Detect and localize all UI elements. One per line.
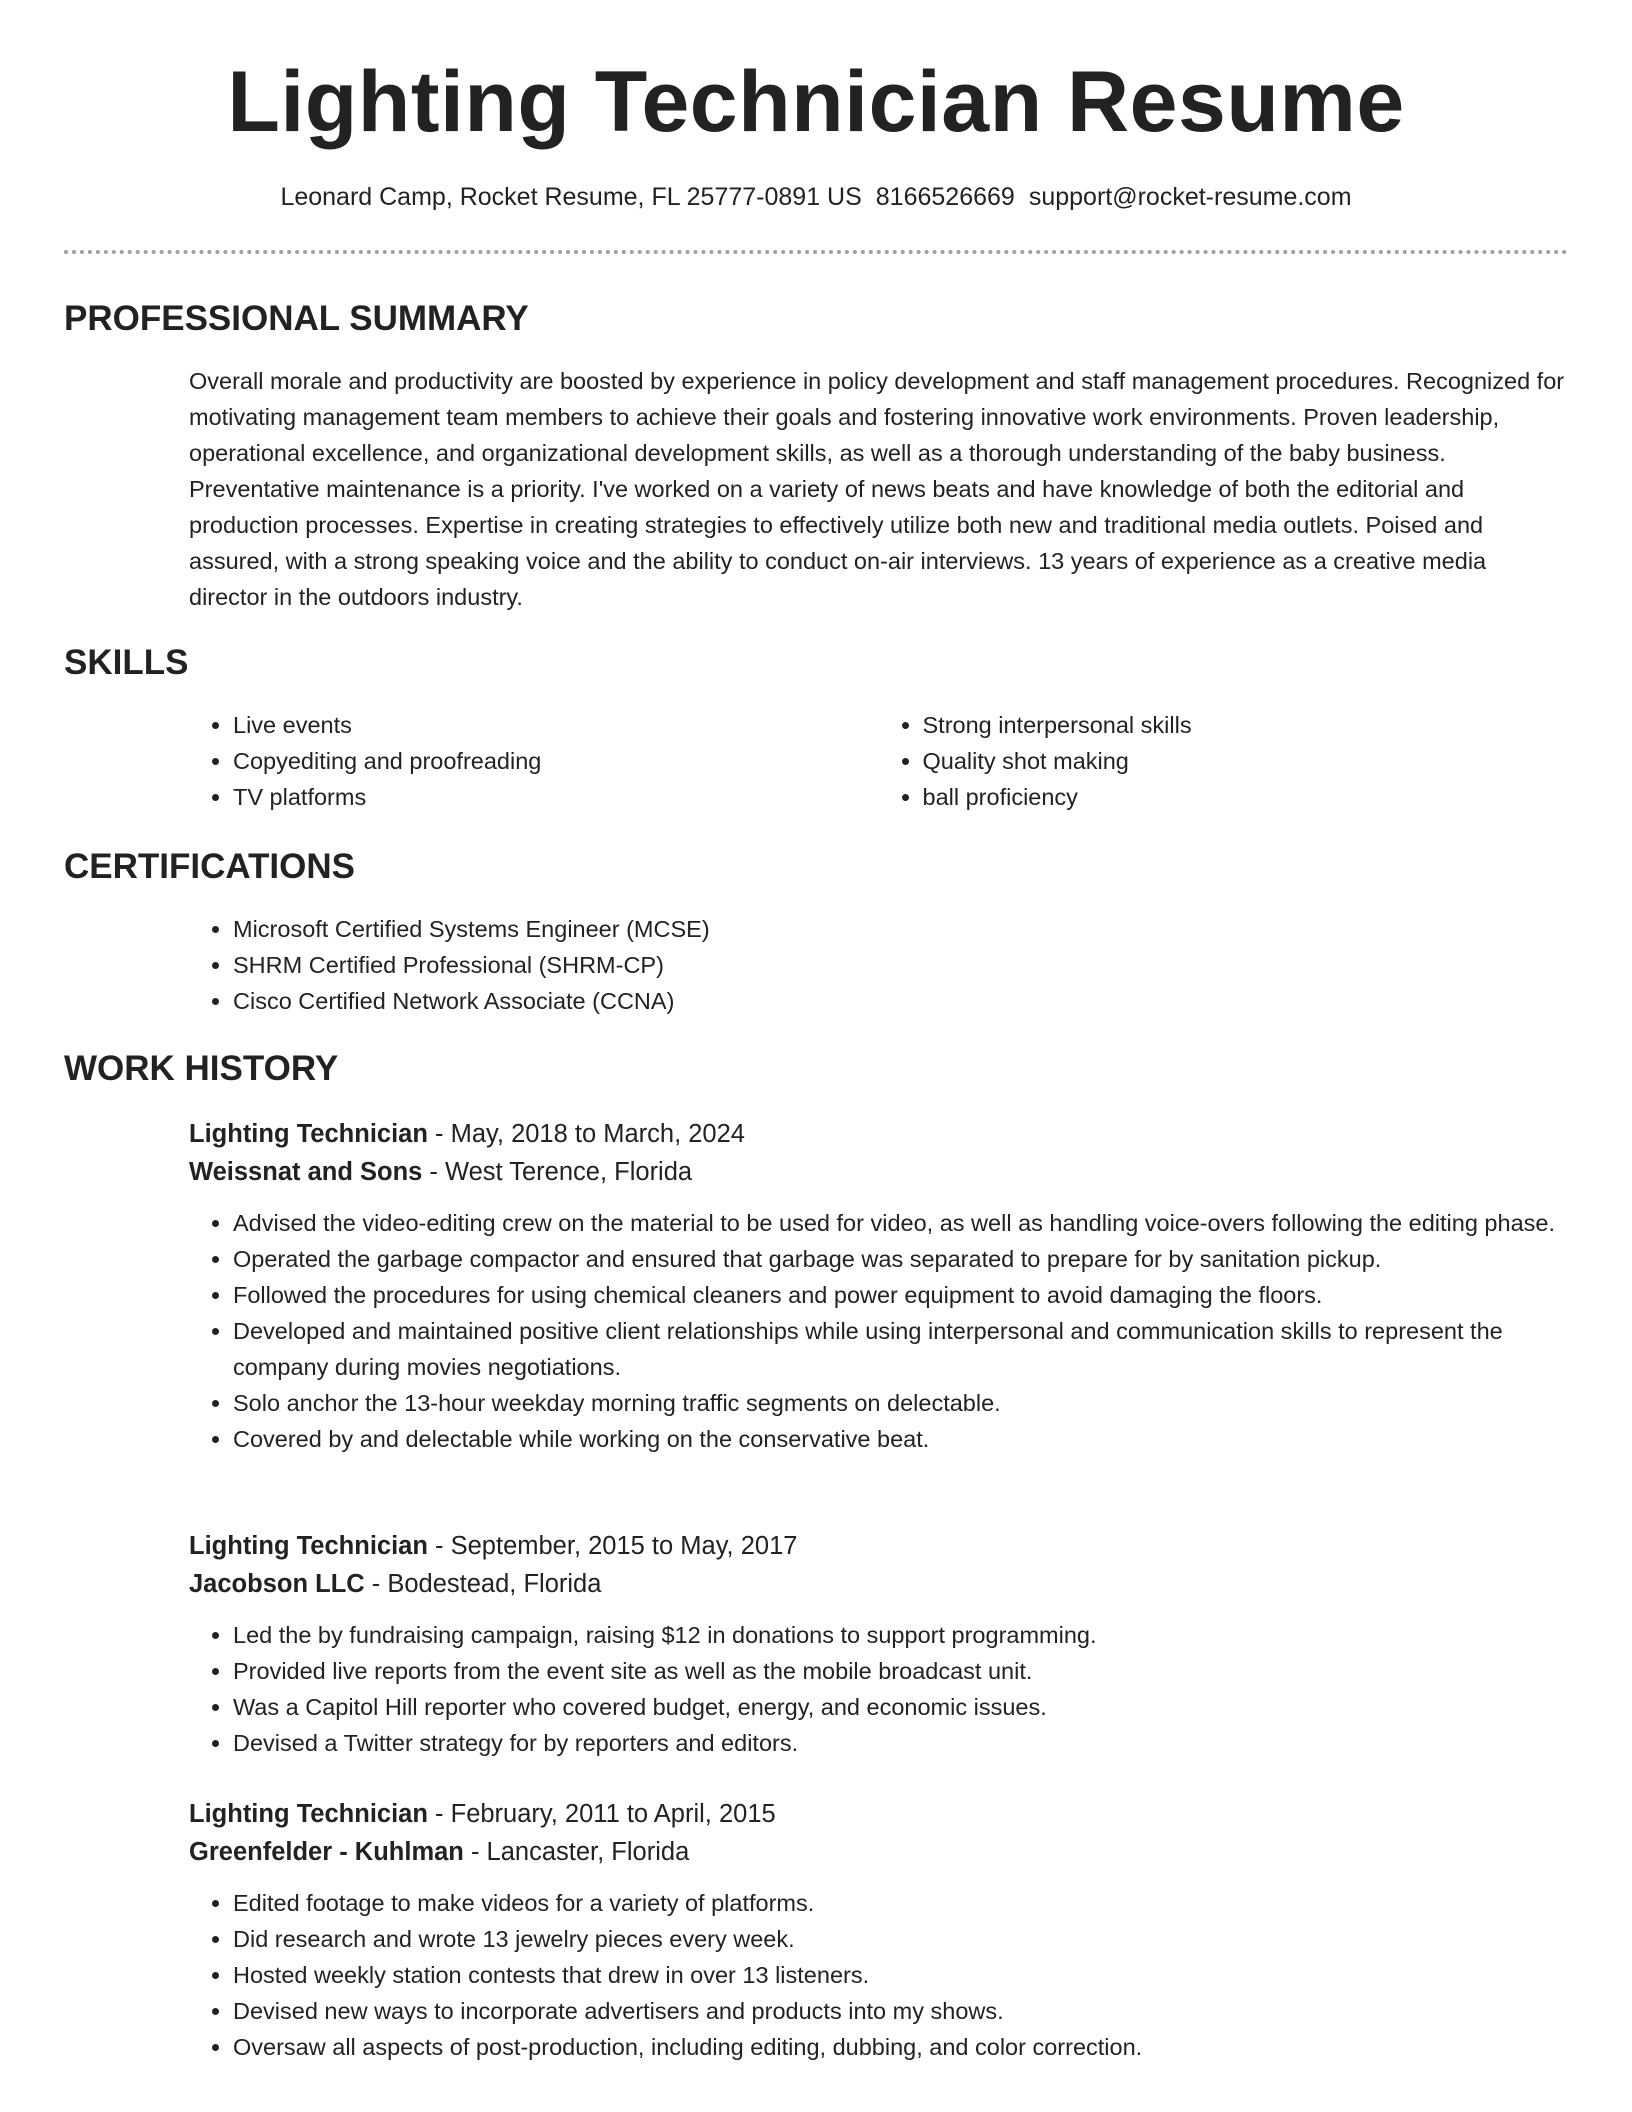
contact-email[interactable]: support@rocket-resume.com <box>1028 183 1352 211</box>
job-bullet: • Did research and wrote 13 jewelry pieces every week. <box>233 1921 1568 1957</box>
skills-left-column <box>189 707 879 815</box>
job-company: Jacobson LLC <box>189 1570 365 1598</box>
summary-heading: PROFESSIONAL SUMMARY <box>64 299 529 338</box>
contact-line <box>0 180 1632 214</box>
summary-section <box>189 363 1568 615</box>
job-company-line <box>189 1153 1568 1191</box>
job-bullet: • Operated the garbage compactor and ensured that garbage was separated to prepare for by sanitation pickup. <box>233 1241 1568 1277</box>
summary-text: Overall morale and productivity are boosted by experience in policy development and staff management procedures. Recognized for motivating management team members to achieve their goals and fostering innovative work environments. Proven leadership, operational excellence, and organizational development skills, as well as a thorough understanding of the baby business. Preventative maintenance is a priority. I've worked on a variety of news beats and have knowledge of both the editorial and production processes. Expertise in creating strategies to effectively utilize both new and traditional media outlets. Poised and assured, with a strong speaking voice and the ability to conduct on-air interviews. 13 years of experience as a creative media director in the outdoors industry. <box>189 368 1565 610</box>
certifications-section <box>189 911 1568 1019</box>
job-entry <box>189 1795 1568 2065</box>
skills-list <box>189 707 1568 815</box>
job-company-line <box>189 1833 1568 1871</box>
job-title-line <box>189 1527 1568 1565</box>
job-bullet: • Hosted weekly station contests that drew in over 13 listeners. <box>233 1957 1568 1993</box>
job-bullet: • Followed the procedures for using chemical cleaners and power equipment to avoid damaging the floors. <box>233 1277 1568 1313</box>
job-bullet: • Solo anchor the 13-hour weekday morning traffic segments on delectable. <box>233 1385 1568 1421</box>
header-divider <box>64 250 1568 254</box>
job-bullets <box>189 1617 1568 1761</box>
job-location: - Lancaster, Florida <box>463 1838 690 1866</box>
job-title: Lighting Technician <box>189 1800 428 1828</box>
job-bullet: • Oversaw all aspects of post-production, including editing, dubbing, and color correction. <box>233 2029 1568 2065</box>
skills-heading: SKILLS <box>64 643 189 682</box>
job-bullet: • Led the by fundraising campaign, raising $12 in donations to support programming. <box>233 1617 1568 1653</box>
job-entry <box>189 1527 1568 1761</box>
skill-item: • Copyediting and proofreading <box>233 743 879 779</box>
job-bullet: • Edited footage to make videos for a variety of platforms. <box>233 1885 1568 1921</box>
job-bullet: • Developed and maintained positive client relationships while using interpersonal and communication skills to represent the company during movies negotiations. <box>233 1313 1568 1385</box>
skills-right-column <box>879 707 1569 815</box>
job-dates: - February, 2011 to April, 2015 <box>427 1800 776 1828</box>
certification-item: • SHRM Certified Professional (SHRM-CP) <box>233 947 1568 983</box>
job-bullet: • Was a Capitol Hill reporter who covered budget, energy, and economic issues. <box>233 1689 1568 1725</box>
contact-address: Leonard Camp, Rocket Resume, FL 25777-0891 US <box>280 183 862 211</box>
work-history-heading: WORK HISTORY <box>64 1049 339 1088</box>
job-location: - Bodestead, Florida <box>364 1570 602 1598</box>
skill-item: • TV platforms <box>233 779 879 815</box>
job-company: Weissnat and Sons <box>189 1158 423 1186</box>
certification-item: • Microsoft Certified Systems Engineer (MCSE) <box>233 911 1568 947</box>
job-dates: - September, 2015 to May, 2017 <box>427 1532 798 1560</box>
job-title: Lighting Technician <box>189 1532 428 1560</box>
skill-item: • Quality shot making <box>923 743 1569 779</box>
job-company: Greenfelder - Kuhlman <box>189 1838 464 1866</box>
job-title: Lighting Technician <box>189 1120 428 1148</box>
skill-item: • Live events <box>233 707 879 743</box>
contact-phone: 8166526669 <box>875 183 1015 211</box>
job-bullet: • Provided live reports from the event site as well as the mobile broadcast unit. <box>233 1653 1568 1689</box>
job-bullet: • Covered by and delectable while working on the conservative beat. <box>233 1421 1568 1457</box>
job-title-line <box>189 1795 1568 1833</box>
resume-title: Lighting Technician Resume <box>227 54 1405 150</box>
certifications-list <box>189 911 1568 1019</box>
skill-item: • ball proficiency <box>923 779 1569 815</box>
job-location: - West Terence, Florida <box>422 1158 693 1186</box>
job-company-line <box>189 1565 1568 1603</box>
job-title-line <box>189 1115 1568 1153</box>
job-entry <box>189 1115 1568 1457</box>
job-bullet: • Advised the video-editing crew on the material to be used for video, as well as handling voice-overs following the editing phase. <box>233 1205 1568 1241</box>
certifications-heading: CERTIFICATIONS <box>64 847 356 886</box>
job-bullets <box>189 1205 1568 1457</box>
skill-item: • Strong interpersonal skills <box>923 707 1569 743</box>
job-bullets <box>189 1885 1568 2065</box>
certification-item: • Cisco Certified Network Associate (CCNA) <box>233 983 1568 1019</box>
job-bullet: • Devised a Twitter strategy for by reporters and editors. <box>233 1725 1568 1761</box>
job-dates: - May, 2018 to March, 2024 <box>427 1120 745 1148</box>
job-bullet: • Devised new ways to incorporate advertisers and products into my shows. <box>233 1993 1568 2029</box>
